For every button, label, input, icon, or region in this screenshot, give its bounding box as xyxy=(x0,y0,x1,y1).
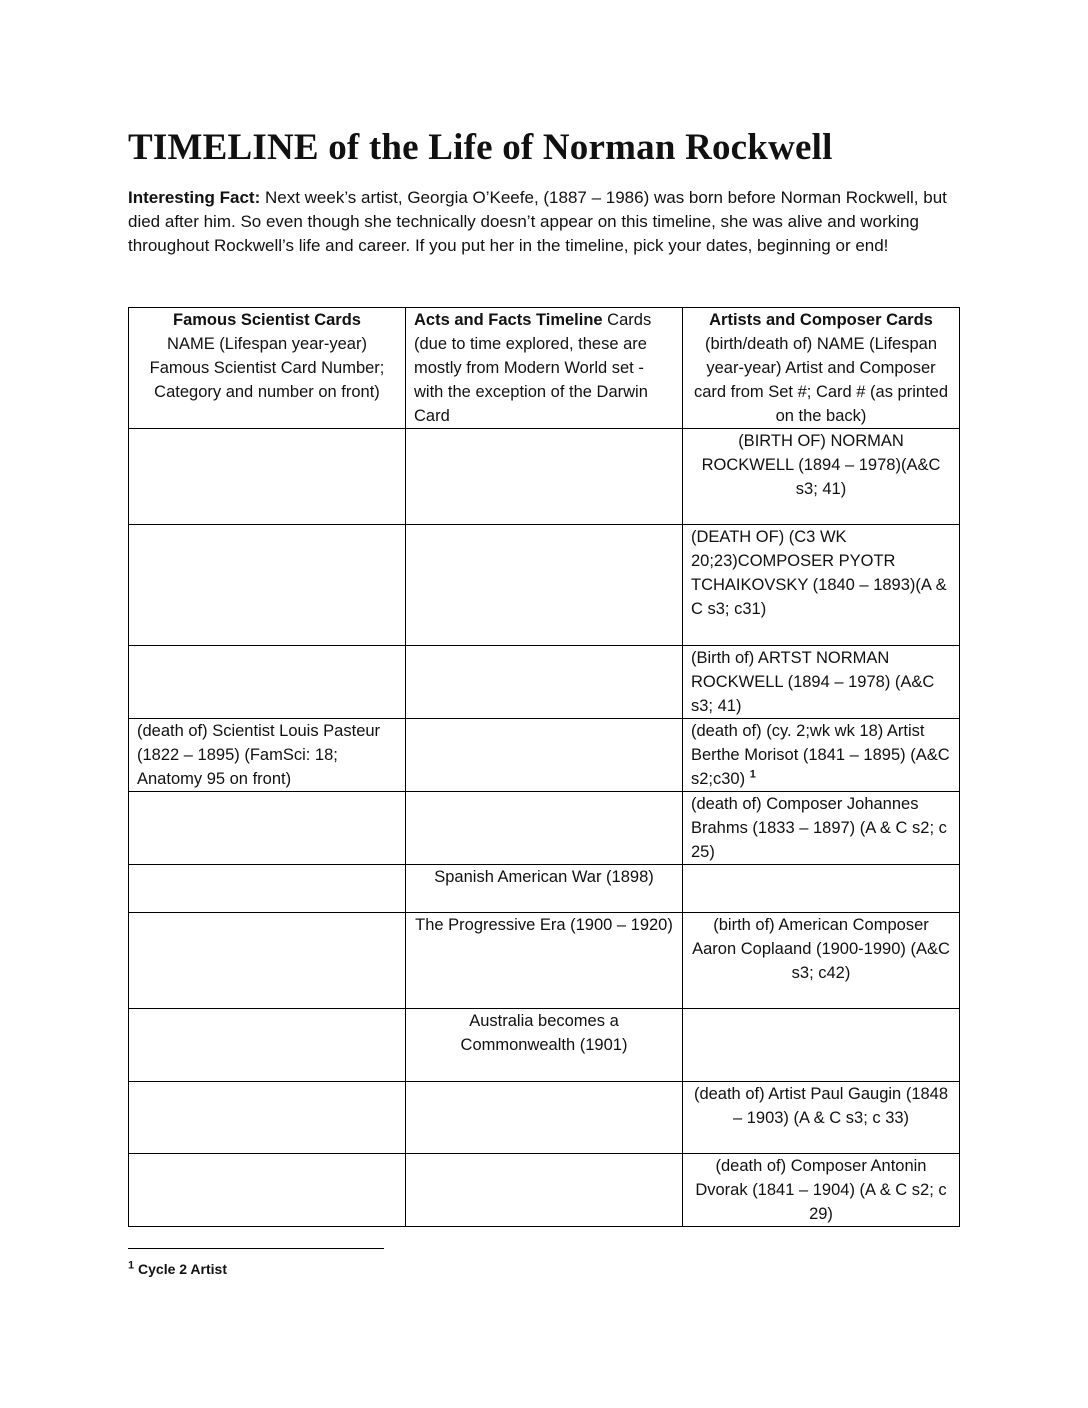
scientist-cell: (death of) Scientist Louis Pasteur (1822 – 1895) (FamSci: 18; Anatomy 95 on front) xyxy=(129,719,406,792)
header-artists-desc: (birth/death of) NAME (Lifespan year-year) Artist and Composer card from Set #; Card # (as printed on the back) xyxy=(693,335,949,425)
artists-cell: (BIRTH OF) NORMAN ROCKWELL (1894 – 1978)(A&C s3; 41) xyxy=(683,429,960,525)
header-acts-desc: Cards (due to time explored, these are mostly from Modern World set - with the exception of the Darwin Card xyxy=(414,311,652,425)
intro-text: Next week’s artist, Georgia O’Keefe, (1887 – 1986) was born before Norman Rockwell, but died after him. So even though she technically doesn’t appear on this timeline, she was alive and working throughout Rockwell’s life and career. If you put her in the timeline, pick your dates, beginning or end! xyxy=(128,188,947,255)
acts-cell xyxy=(406,646,683,719)
header-scientist-title: Famous Scientist Cards xyxy=(173,311,361,329)
header-acts-facts xyxy=(406,308,683,429)
acts-cell xyxy=(406,429,683,525)
scientist-cell xyxy=(129,429,406,525)
artists-cell xyxy=(683,1009,960,1082)
scientist-cell xyxy=(129,865,406,913)
table-row xyxy=(129,792,960,865)
table-row xyxy=(129,913,960,1009)
artists-cell xyxy=(683,865,960,913)
footnote-reference[interactable]: 1 xyxy=(749,768,756,781)
acts-cell xyxy=(406,792,683,865)
footnote-mark: 1 xyxy=(128,1259,135,1272)
scientist-cell xyxy=(129,913,406,1009)
table-row xyxy=(129,1082,960,1154)
header-scientist-cards xyxy=(129,308,406,429)
table-row xyxy=(129,1154,960,1227)
footnote-divider xyxy=(128,1248,384,1249)
intro-paragraph xyxy=(128,186,960,258)
table-header-row xyxy=(129,308,960,429)
table-row xyxy=(129,719,960,792)
acts-cell xyxy=(406,719,683,792)
scientist-cell xyxy=(129,792,406,865)
scientist-cell xyxy=(129,525,406,646)
intro-label: Interesting Fact: xyxy=(128,188,261,207)
scientist-cell xyxy=(129,1082,406,1154)
acts-cell: Australia becomes a Commonwealth (1901) xyxy=(406,1009,683,1082)
acts-cell: Spanish American War (1898) xyxy=(406,865,683,913)
scientist-cell xyxy=(129,1154,406,1227)
table-row xyxy=(129,865,960,913)
table-row xyxy=(129,646,960,719)
page-title: TIMELINE of the Life of Norman Rockwell xyxy=(128,127,833,168)
table-row xyxy=(129,429,960,525)
artists-cell xyxy=(683,719,960,792)
acts-cell xyxy=(406,1082,683,1154)
table-row xyxy=(129,525,960,646)
header-acts-title: Acts and Facts Timeline xyxy=(414,311,603,329)
artists-cell: (Birth of) ARTST NORMAN ROCKWELL (1894 – 1978) (A&C s3; 41) xyxy=(683,646,960,719)
table-row xyxy=(129,1009,960,1082)
acts-cell: The Progressive Era (1900 – 1920) xyxy=(406,913,683,1009)
header-scientist-desc: NAME (Lifespan year-year) Famous Scientist Card Number; Category and number on front) xyxy=(149,335,385,401)
acts-cell xyxy=(406,1154,683,1227)
artists-cell: (death of) Composer Johannes Brahms (1833 – 1897) (A & C s2; c 25) xyxy=(683,792,960,865)
artists-cell: (death of) Artist Paul Gaugin (1848 – 1903) (A & C s3; c 33) xyxy=(683,1082,960,1154)
artists-cell: (birth of) American Composer Aaron Coplaand (1900-1990) (A&C s3; c42) xyxy=(683,913,960,1009)
artists-cell: (death of) Composer Antonin Dvorak (1841 – 1904) (A & C s2; c 29) xyxy=(683,1154,960,1227)
footnote-text: Cycle 2 Artist xyxy=(134,1261,227,1277)
timeline-table xyxy=(128,307,960,1227)
artists-cell-text: (death of) (cy. 2;wk wk 18) Artist Berthe Morisot (1841 – 1895) (A&C s2;c30) xyxy=(691,722,950,788)
header-artists-title: Artists and Composer Cards xyxy=(709,311,933,329)
footnote xyxy=(128,1259,227,1279)
scientist-cell xyxy=(129,646,406,719)
artists-cell: (DEATH OF) (C3 WK 20;23)COMPOSER PYOTR TCHAIKOVSKY (1840 – 1893)(A & C s3; c31) xyxy=(683,525,960,646)
header-artists-composers xyxy=(683,308,960,429)
acts-cell xyxy=(406,525,683,646)
scientist-cell xyxy=(129,1009,406,1082)
